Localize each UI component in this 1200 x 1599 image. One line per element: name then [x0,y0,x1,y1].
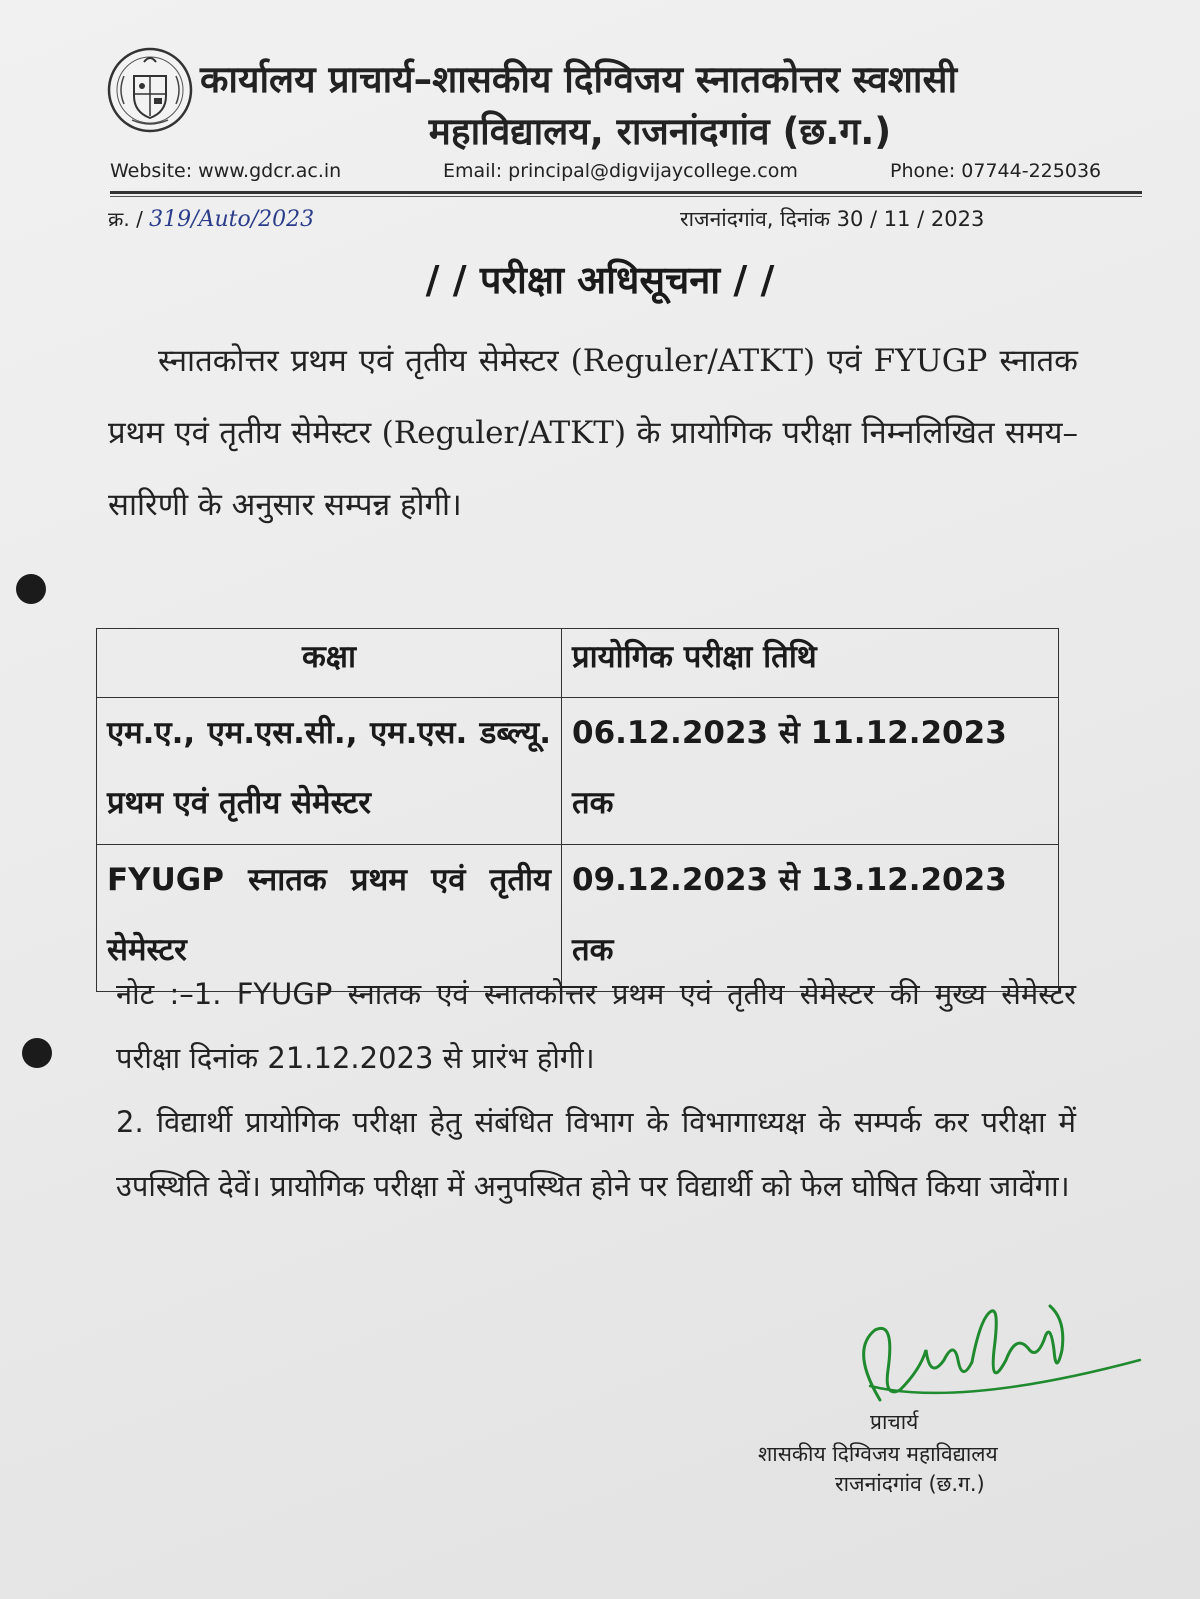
note-1: नोट :–1. FYUGP स्नातक एवं स्नातकोत्तर प्रथम एवं तृतीय सेमेस्टर की मुख्य सेमेस्टर परीक्षा दिनांक 21.12.2023 से प्रारंभ होगी। [116,977,1076,1075]
row-date: 09.12.2023 से 13.12.2023 तक [562,845,1059,992]
reference-prefix: क्र. / [108,207,150,231]
notice-date: राजनांदगांव, दिनांक 30 / 11 / 2023 [680,207,985,231]
row-class: FYUGP स्नातक प्रथम एवं तृतीय सेमेस्टर [97,845,562,992]
header-exam-date: प्रायोगिक परीक्षा तिथि [562,629,1059,698]
website-text: Website: www.gdcr.ac.in [110,160,342,182]
header-college-line: महाविद्यालय, राजनांदगांव (छ.ग.) [428,110,892,153]
note-2: 2. विद्यार्थी प्रायोगिक परीक्षा हेतु संबंधित विभाग के विभागाध्यक्ष के सम्पर्क कर परीक्षा में उपस्थिति देवें। प्रायोगिक परीक्षा में अनुपस्थित होने पर विद्यार्थी को फेल घोषित किया जावेंगा। [116,1105,1076,1203]
header-class: कक्षा [97,629,562,698]
punch-hole-bottom [22,1038,52,1068]
exam-schedule-table [96,628,1059,992]
signatory-title: प्राचार्य [870,1410,919,1434]
row-date: 06.12.2023 से 11.12.2023 तक [562,698,1059,845]
header-office-line: कार्यालय प्राचार्य–शासकीय दिग्विजय स्नातकोत्तर स्वशासी [200,58,958,101]
header-divider-thin [110,196,1142,197]
email-text: Email: principal@digvijaycollege.com [443,160,798,182]
table-header-row [97,629,1059,698]
header-divider [110,191,1142,194]
reference-handwritten-number: 319/Auto/2023 [149,207,315,232]
table-row [97,698,1059,845]
signatory-institution: शासकीय दिग्विजय महाविद्यालय [758,1442,998,1466]
college-seal-icon [106,46,194,134]
signatory-place: राजनांदगांव (छ.ग.) [835,1472,985,1496]
phone-text: Phone: 07744-225036 [890,160,1102,182]
row-class: एम.ए., एम.एस.सी., एम.एस. डब्ल्यू. प्रथम एवं तृतीय सेमेस्टर [97,698,562,845]
intro-paragraph: स्नातकोत्तर प्रथम एवं तृतीय सेमेस्टर (Reguler/ATKT) एवं FYUGP स्नातक प्रथम एवं तृतीय सेमेस्टर (Reguler/ATKT) के प्रायोगिक परीक्षा निम्नलिखित समय–सारिणी के अनुसार सम्पन्न होगी। [108,343,1078,523]
notice-title: / / परीक्षा अधिसूचना / / [425,258,775,302]
punch-hole-top [16,574,46,604]
reference-number [108,205,314,232]
